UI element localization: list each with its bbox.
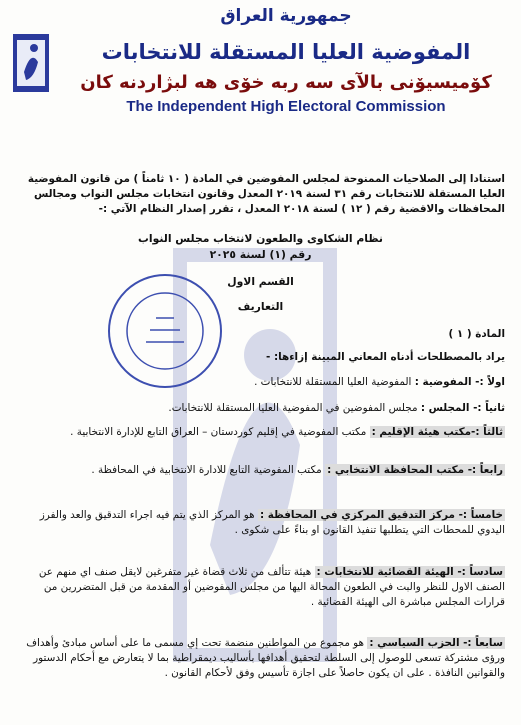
regulation-title: نظام الشكاوى والطعون لانتخاب مجلس النواب [138, 232, 383, 245]
commission-name-arabic: المفوضية العليا المستقلة للانتخابات [101, 40, 471, 64]
preamble: استنادا إلى الصلاحيات الممنوحة لمجلس المفوضين في المادة ( ١٠ ثامناً ) من قانون المفوضية العليا المستقلة للانتخابات رقم ٣١ لسنة ٢٠١٩ المعدل وقانون انتخابات مجلس النواب ومجالس المحافظات والاقضية رقم ( ١٢ ) لسنة ٢٠١٨ المعدل ، تقرر إصدار النظام الآتي :- [27, 173, 505, 215]
article-intro: يراد بالمصطلحات أدناه المعاني المبينة إزاءها: - [266, 351, 505, 363]
commission-name-english: The Independent High Electoral Commission [126, 98, 446, 115]
commission-name-kurdish: كۆميسيۆنى بالآى سه ربه خۆى هه لبژاردنه كان [80, 72, 492, 93]
definition-item-5: خامساً :- مركز التدقيق المركزي في المحافظة : هو المركز الذي يتم فيه اجراء التدقيق والعد والفرز اليدوي للمحطات التي يتطلبها تنفيذ القانون او بناءً على شكوى . [39, 509, 505, 536]
article-heading: المادة ( ١ ) [448, 328, 505, 340]
definition-item-6: سادساً :- الهيئة القضائية للانتخابات : هيئة تتألف من ثلاث قضاة غير متفرغين لايقل صنف اي منهم عن الصنف الاول للنظر والبت في الطعون المحالة اليها من مجلس المفوضين أو المقدمة من قبل المتضررين من قرارات المجلس مباشرة الى الهيئة القضائية . [38, 566, 505, 608]
section-heading: القسم الاول [227, 275, 294, 288]
definition-item-2: ثانياً :- المجلس : مجلس المفوضين في المفوضية العليا المستقلة للانتخابات. [168, 402, 505, 414]
definition-item-1: اولاً :- المفوضية : المفوضية العليا المستقلة للانتخابات . [254, 376, 505, 388]
definition-item-7: سابعاً :- الحزب السياسي : هو مجموع من المواطنين منضمة تحت إي مسمى ما على أساس مبادئ وأهداف ورؤى مشتركة تسعى للوصول إلى السلطة لتحقيق أهدافها بأساليب ديمقراطية بما لا يتعارض مع أحكام الدستور والقوانين النافذة . على ان يكون حاصلاً على اجازة تأسيس وفق لأحكام القانون . [26, 637, 505, 679]
definition-item-3: ثالثاً :-مكتب هيئة الإقليم : مكتب المفوضية في إقليم كوردستان – العراق التابع للإدارة الانتخابية . [70, 426, 503, 438]
republic-heading: جمهورية العراق [220, 6, 352, 26]
definitions-heading: التعاريف [237, 300, 284, 313]
commission-logo-icon [12, 32, 50, 94]
definition-item-4: رابعاً :- مكتب المحافظة الانتخابي : مكتب المفوضية التابع للادارة الانتخابية في المحافظة . [91, 464, 503, 476]
regulation-number: رقم (١) لسنة ٢٠٢٥ [209, 248, 312, 261]
